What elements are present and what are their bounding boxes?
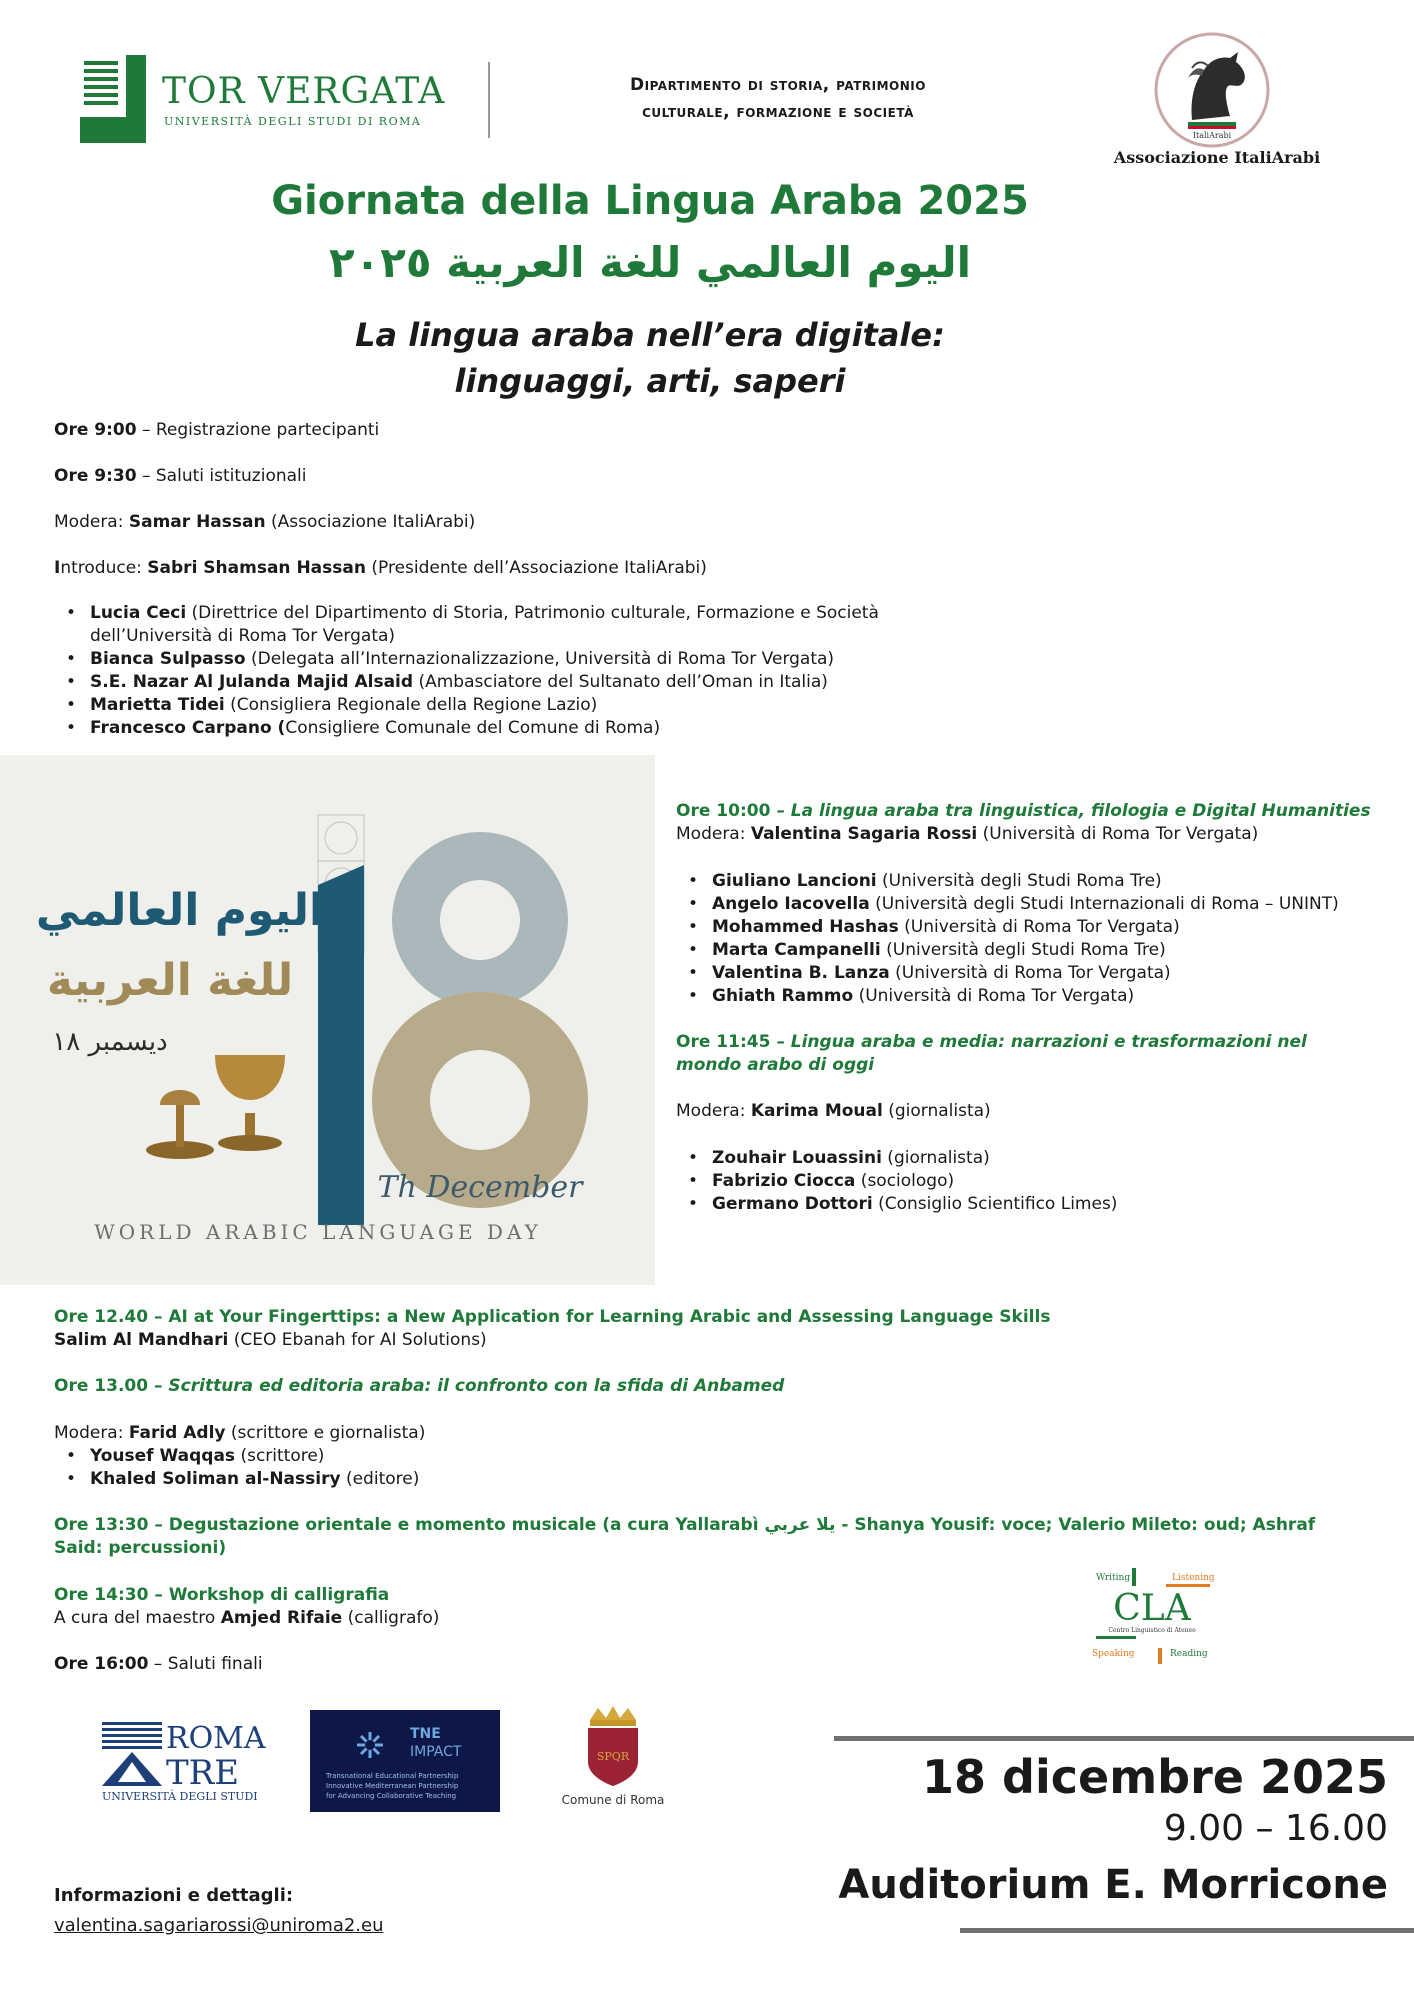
university-name: TOR VERGATA — [162, 71, 446, 112]
time-label: Ore 9:30 — [54, 466, 137, 486]
tor-vergata-logo — [80, 55, 450, 145]
speaker-affiliation: (calligrafo) — [342, 1608, 440, 1628]
list-item — [54, 1445, 754, 1468]
intro-label-initial: I — [54, 558, 61, 578]
speaker-name: Lucia Ceci — [90, 603, 187, 623]
comune-di-roma-crest-icon — [548, 1702, 678, 1812]
horse-emblem-icon — [1152, 30, 1272, 150]
time-label: Ore 9:00 — [54, 420, 137, 440]
subtitle-line-1: La lingua araba nell’era digitale: — [355, 316, 945, 354]
cla-listening: Listening — [1172, 1573, 1215, 1583]
list-item — [676, 1193, 1396, 1216]
session-3-speaker — [54, 1329, 1354, 1352]
session-5-heading — [54, 1514, 1354, 1560]
subtitle-line-2: linguaggi, arti, saperi — [454, 362, 846, 400]
poster-arabic-top: اليوم العالمي — [35, 885, 325, 936]
speaker-affiliation: (scrittore) — [235, 1446, 325, 1466]
session-3-heading: Ore 12.40 – AI at Your Fingerttips: a New Application for Learning Arabic and Assessing Language Skills — [54, 1307, 1051, 1327]
info-title: Informazioni e dettagli: — [54, 1885, 294, 1906]
speaker-name: Yousef Waqqas — [90, 1446, 236, 1466]
cla-reading: Reading — [1170, 1649, 1208, 1659]
italiarabi-logo — [1113, 30, 1330, 175]
session-time: Ore 13.00 – — [54, 1376, 169, 1396]
speaker-name: Giuliano Lancioni — [712, 871, 877, 891]
moderator-label: Modera: — [676, 824, 751, 844]
roma-tre-top: ROMA — [166, 1721, 266, 1756]
moderator-name: Karima Moual — [750, 1101, 883, 1121]
event-title-italian: Giornata della Lingua Araba 2025 — [271, 178, 1029, 224]
session-time: Ore 10:00 – — [676, 801, 791, 821]
university-subtitle: UNIVERSITÀ DEGLI STUDI DI ROMA — [164, 115, 422, 128]
speaker-name: Salim Al Mandhari — [54, 1330, 229, 1350]
list-item — [676, 939, 1396, 962]
list-item — [54, 1468, 754, 1491]
speaker-affiliation: (sociologo) — [855, 1171, 955, 1191]
item-text: – Saluti finali — [148, 1654, 263, 1674]
roma-tre-emblem-icon — [100, 1716, 272, 1806]
speaker-name: S.E. Nazar Al Julanda Majid Alsaid — [90, 672, 414, 692]
session-title: La lingua araba tra linguistica, filologia e Digital Humanities — [790, 801, 1371, 821]
speaker-name: Marta Campanelli — [712, 940, 881, 960]
institutional-speakers-list — [54, 602, 934, 740]
cla-subtitle: Centro Linguistico di Ateneo — [1108, 1627, 1196, 1634]
tne-line-2: Innovative Mediterranean Partnership — [326, 1782, 459, 1790]
list-item — [676, 893, 1396, 916]
roma-tre-mid: TRE — [166, 1753, 240, 1793]
department-line-2: culturale, formazione e società — [642, 102, 914, 122]
session-4-heading — [54, 1375, 1354, 1398]
moderator-label: Modera: — [676, 1101, 751, 1121]
intro-label: ntroduce: — [60, 558, 148, 578]
cla-emblem-icon — [1088, 1568, 1218, 1664]
session-time: Ore 11:45 – — [676, 1032, 791, 1052]
contact-email-link[interactable]: valentina.sagariarossi@uniroma2.eu — [54, 1915, 384, 1936]
list-item — [676, 962, 1396, 985]
header-divider — [488, 62, 490, 138]
event-time: 9.00 – 16.00 — [1163, 1808, 1388, 1849]
intro-name: Sabri Shamsan Hassan — [147, 558, 366, 578]
digit-one-shape — [318, 865, 364, 1225]
speaker-affiliation: (Consigliera Regionale della Regione Lazio) — [224, 695, 598, 715]
session-2-heading — [676, 1031, 1376, 1077]
speaker-name: Khaled Soliman al-Nassiry — [90, 1469, 341, 1489]
speaker-name: Francesco Carpano ( — [90, 718, 286, 738]
session-6-detail — [54, 1607, 854, 1630]
list-item — [54, 694, 934, 717]
closing-line — [54, 1653, 854, 1676]
tor-vergata-emblem-icon — [80, 55, 146, 143]
session-5-line-2: Said: percussioni) — [54, 1538, 227, 1558]
speaker-name: Ghiath Rammo — [712, 986, 854, 1006]
tne-title: TNE — [410, 1726, 441, 1742]
poster-caption: WORLD ARABIC LANGUAGE DAY — [94, 1220, 542, 1244]
session-1-speakers-list — [676, 870, 1396, 1008]
list-item — [676, 916, 1396, 939]
speaker-affiliation: (Ambasciatore del Sultanato dell’Oman in Italia) — [413, 672, 828, 692]
tne-line-3: for Advancing Collaborative Teaching — [326, 1792, 457, 1800]
tne-impact-emblem-icon — [310, 1710, 500, 1812]
speaker-name: Zouhair Louassini — [712, 1148, 882, 1168]
time-label: Ore 16:00 — [54, 1654, 149, 1674]
speaker-name: Marietta Tidei — [90, 695, 225, 715]
list-item — [54, 717, 934, 740]
session-4-moderator — [54, 1422, 1354, 1445]
moderator-label: Modera: — [54, 1423, 129, 1443]
session-1-heading — [676, 800, 1376, 823]
event-subtitle — [150, 312, 1150, 404]
list-item — [676, 985, 1396, 1008]
speaker-affiliation: (Direttrice del Dipartimento di Storia, Patrimonio culturale, Formazione e Società dell’Università di Roma Tor Vergata) — [90, 603, 879, 646]
registration-line — [54, 419, 379, 442]
poster-arabic-date: ديسمبر ١٨ — [52, 1027, 168, 1057]
speaker-affiliation: (editore) — [340, 1469, 420, 1489]
date-top-rule — [834, 1736, 1414, 1741]
speaker-name: Angelo Iacovella — [712, 894, 870, 914]
list-item — [54, 671, 934, 694]
speaker-affiliation: (Università di Roma Tor Vergata) — [898, 917, 1180, 937]
event-date: 18 dicembre 2025 — [922, 1750, 1388, 1804]
moderator-name: Samar Hassan — [128, 512, 266, 532]
greetings-line — [54, 465, 306, 488]
poster-th-december: Th December — [377, 1170, 583, 1205]
speaker-affiliation: (Delegata all’Internazionalizzazione, Università di Roma Tor Vergata) — [245, 649, 835, 669]
list-item — [54, 602, 934, 648]
cla-speaking: Speaking — [1092, 1649, 1135, 1659]
session-2-moderator — [676, 1100, 1376, 1123]
session-4-speakers-list — [54, 1445, 754, 1491]
department-line-1: Dipartimento di storia, patrimonio — [630, 75, 926, 95]
speaker-affiliation: (Consiglio Scientifico Limes) — [872, 1194, 1118, 1214]
moderator-affiliation: (scrittore e giornalista) — [225, 1423, 426, 1443]
association-name: Associazione ItaliArabi — [1113, 148, 1321, 167]
roma-tre-sub: UNIVERSITÀ DEGLI STUDI — [102, 1790, 258, 1803]
department-name — [518, 72, 1038, 126]
speaker-affiliation: (Università degli Studi Roma Tre) — [880, 940, 1166, 960]
spqr-text: SPQR — [596, 1750, 630, 1763]
moderator-affiliation: (Associazione ItaliArabi) — [265, 512, 476, 532]
cla-writing: Writing — [1096, 1573, 1131, 1583]
moderator-name: Farid Adly — [128, 1423, 226, 1443]
session-5-line-1: Ore 13:30 – Degustazione orientale e momento musicale (a cura Yallarabì يلا عربي - Shanya Yousif: voce; Valerio Mileto: oud; Ashraf — [54, 1515, 1316, 1535]
emblem-text: ItaliArabi — [1192, 131, 1232, 140]
moderator-line — [54, 511, 475, 534]
speaker-affiliation: (Università degli Studi Roma Tre) — [876, 871, 1162, 891]
tne-title-2: IMPACT — [410, 1744, 462, 1760]
speaker-affiliation: Consigliere Comunale del Comune di Roma) — [285, 718, 661, 738]
speaker-name: Fabrizio Ciocca — [712, 1171, 856, 1191]
moderator-affiliation: (giornalista) — [882, 1101, 991, 1121]
date-bottom-rule — [960, 1928, 1414, 1933]
moderator-label: Modera: — [54, 512, 129, 532]
speaker-name: Bianca Sulpasso — [90, 649, 246, 669]
speaker-name: Mohammed Hashas — [712, 917, 899, 937]
poster-illustration — [0, 755, 655, 1285]
list-item — [54, 648, 934, 671]
item-text: – Saluti istituzionali — [136, 466, 307, 486]
speaker-affiliation: (Università degli Studi Internazionali di Roma – UNINT) — [869, 894, 1339, 914]
tne-line-1: Transnational Educational Partnership — [326, 1772, 459, 1780]
session-title: Lingua araba e media: narrazioni e trasformazioni nel mondo arabo di oggi — [676, 1032, 1307, 1075]
session-title: Scrittura ed editoria araba: il confronto con la sfida di Anbamed — [168, 1376, 785, 1396]
session-1-moderator — [676, 823, 1376, 846]
intro-affiliation: (Presidente dell’Associazione ItaliArabi) — [365, 558, 707, 578]
speaker-affiliation: (CEO Ebanah for AI Solutions) — [228, 1330, 487, 1350]
item-text: – Registrazione partecipanti — [136, 420, 380, 440]
poster-arabic-bottom: للغة العربية — [46, 955, 294, 1006]
speaker-name: Valentina B. Lanza — [712, 963, 890, 983]
comune-label: Comune di Roma — [561, 1793, 665, 1807]
event-title-arabic: اليوم العالمي للغة العربية ٢٠٢٥ — [328, 238, 971, 287]
event-venue: Auditorium E. Morricone — [838, 1862, 1388, 1908]
speaker-affiliation: (giornalista) — [881, 1148, 990, 1168]
speaker-name: Amjed Rifaie — [220, 1608, 343, 1628]
speaker-affiliation: (Università di Roma Tor Vergata) — [853, 986, 1135, 1006]
session-6-heading: Ore 14:30 – Workshop di calligrafia — [54, 1585, 390, 1605]
moderator-name: Valentina Sagaria Rossi — [750, 824, 978, 844]
detail-text: A cura del maestro — [54, 1608, 221, 1628]
roma-tre-logo — [100, 1716, 272, 1806]
speaker-affiliation: (Università di Roma Tor Vergata) — [889, 963, 1171, 983]
world-arabic-language-day-poster — [0, 755, 655, 1285]
tne-impact-logo — [310, 1710, 500, 1812]
session-2-speakers-list — [676, 1147, 1396, 1216]
introduction-line — [54, 557, 707, 580]
list-item — [676, 1147, 1396, 1170]
comune-di-roma-logo — [548, 1702, 678, 1812]
cla-logo — [1088, 1568, 1218, 1664]
list-item — [676, 1170, 1396, 1193]
speaker-name: Germano Dottori — [712, 1194, 873, 1214]
cla-letters: CLA — [1113, 1588, 1191, 1629]
list-item — [676, 870, 1396, 893]
moderator-affiliation: (Università di Roma Tor Vergata) — [977, 824, 1259, 844]
